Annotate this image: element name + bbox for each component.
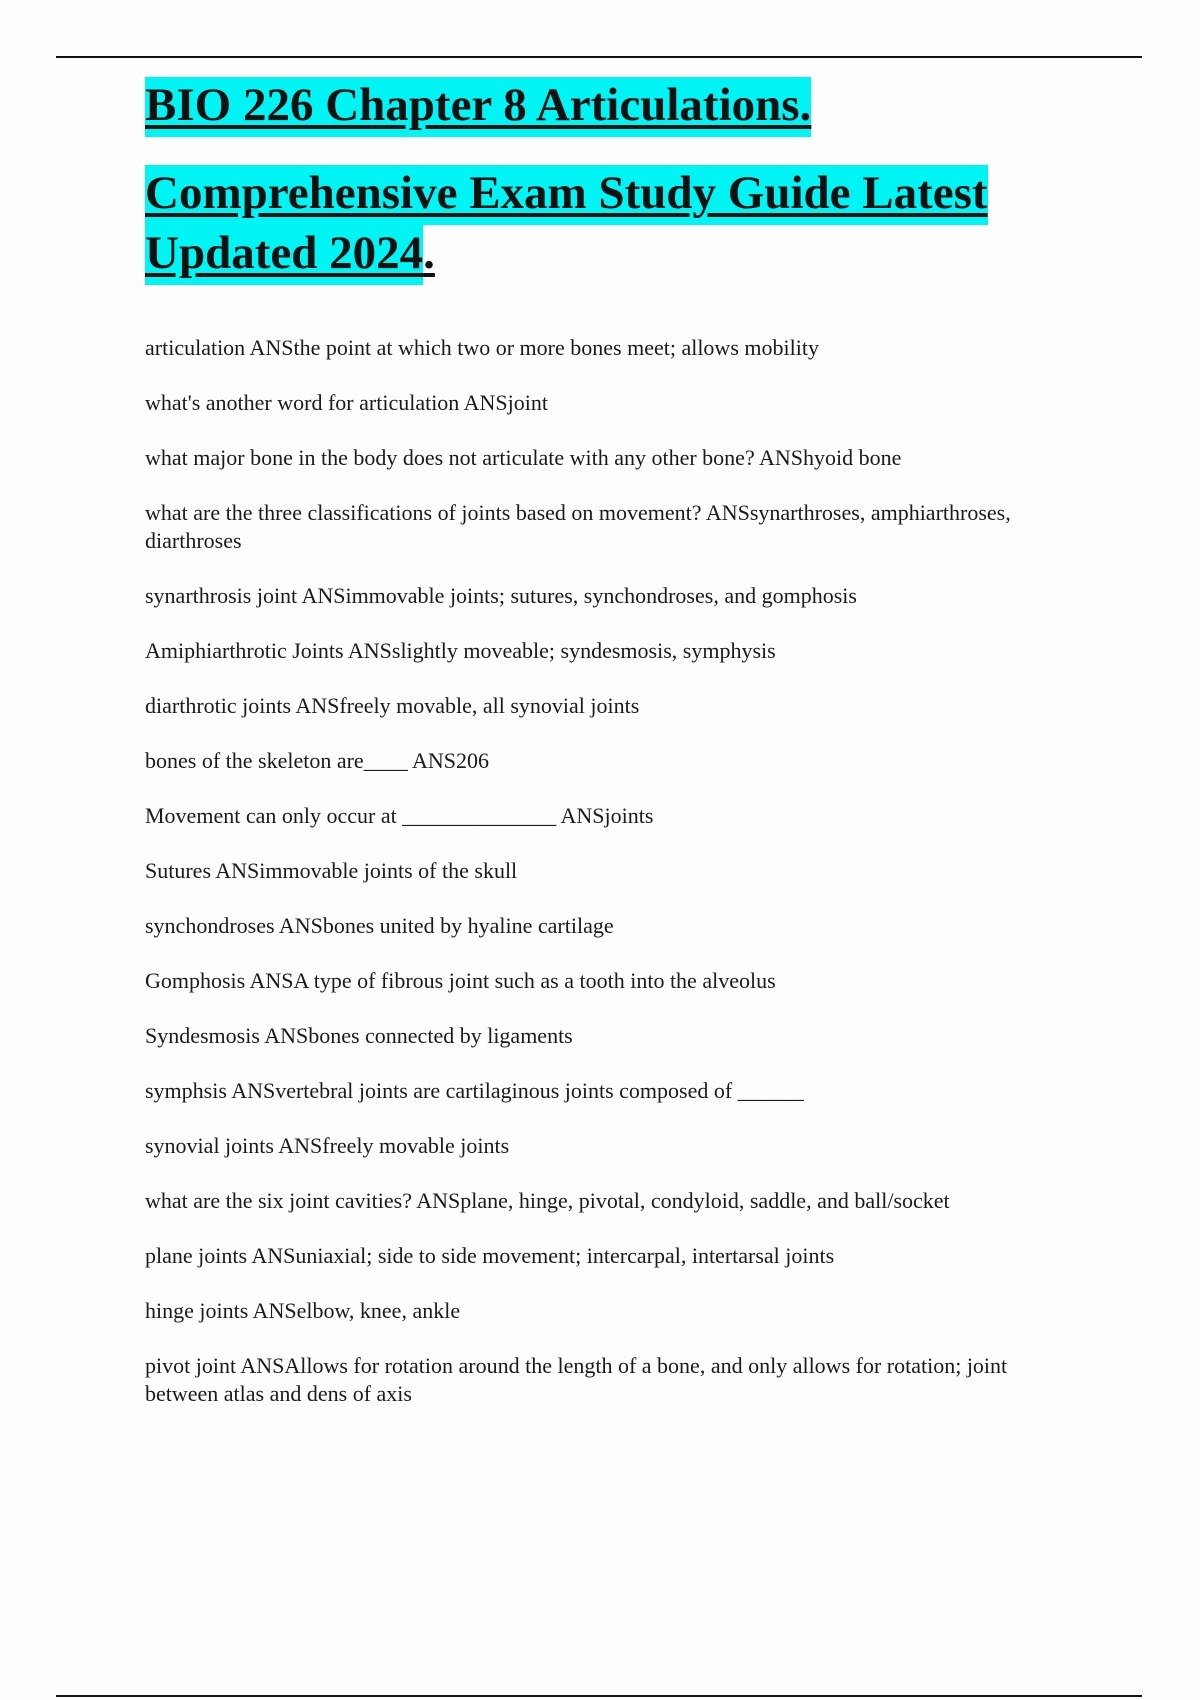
title-line-1-text: BIO 226 Chapter 8 Articulations. (145, 77, 811, 137)
qa-item: bones of the skeleton are____ ANS206 (145, 748, 489, 773)
title-line-2 (145, 167, 988, 219)
qa-item: symphsis ANSvertebral joints are cartilaginous joints composed of ______ (145, 1078, 804, 1103)
qa-item: diarthrotic joints ANSfreely movable, all synovial joints (145, 693, 640, 718)
bottom-rule (56, 1695, 1142, 1697)
qa-item: plane joints ANSuniaxial; side to side movement; intercarpal, intertarsal joints (145, 1243, 835, 1268)
title-line-1 (145, 79, 812, 131)
qa-item: Syndesmosis ANSbones connected by ligaments (145, 1023, 573, 1048)
qa-item: synarthrosis joint ANSimmovable joints; sutures, synchondroses, and gomphosis (145, 583, 857, 608)
qa-item: articulation ANSthe point at which two or more bones meet; allows mobility (145, 335, 819, 360)
qa-item: Movement can only occur at ______________ ANSjoints (145, 803, 654, 828)
qa-item: Sutures ANSimmovable joints of the skull (145, 858, 518, 883)
qa-item: hinge joints ANSelbow, knee, ankle (145, 1298, 461, 1323)
qa-item: synovial joints ANSfreely movable joints (145, 1133, 510, 1158)
title-period: . (423, 227, 435, 279)
qa-item: synchondroses ANSbones united by hyaline cartilage (145, 913, 614, 938)
qa-item: pivot joint ANSAllows for rotation around the length of a bone, and only allows for rotation; joint between atlas and dens of axis (145, 1353, 1008, 1406)
qa-item: Gomphosis ANSA type of fibrous joint such as a tooth into the alveolus (145, 968, 776, 993)
qa-item: what are the six joint cavities? ANSplane, hinge, pivotal, condyloid, saddle, and ball/socket (145, 1188, 950, 1213)
qa-list (145, 334, 1075, 1435)
title-line-2-text: Comprehensive Exam Study Guide Latest (145, 165, 988, 225)
qa-item: what major bone in the body does not articulate with any other bone? ANShyoid bone (145, 445, 902, 470)
qa-item: what's another word for articulation ANSjoint (145, 390, 548, 415)
title-line-3-text: Updated 2024 (145, 225, 423, 285)
qa-item: Amiphiarthrotic Joints ANSslightly moveable; syndesmosis, symphysis (145, 638, 776, 663)
top-rule (56, 56, 1142, 58)
title-line-3 (145, 227, 435, 279)
qa-item: what are the three classifications of joints based on movement? ANSsynarthroses, amphiarthroses, diarthroses (145, 500, 1011, 553)
